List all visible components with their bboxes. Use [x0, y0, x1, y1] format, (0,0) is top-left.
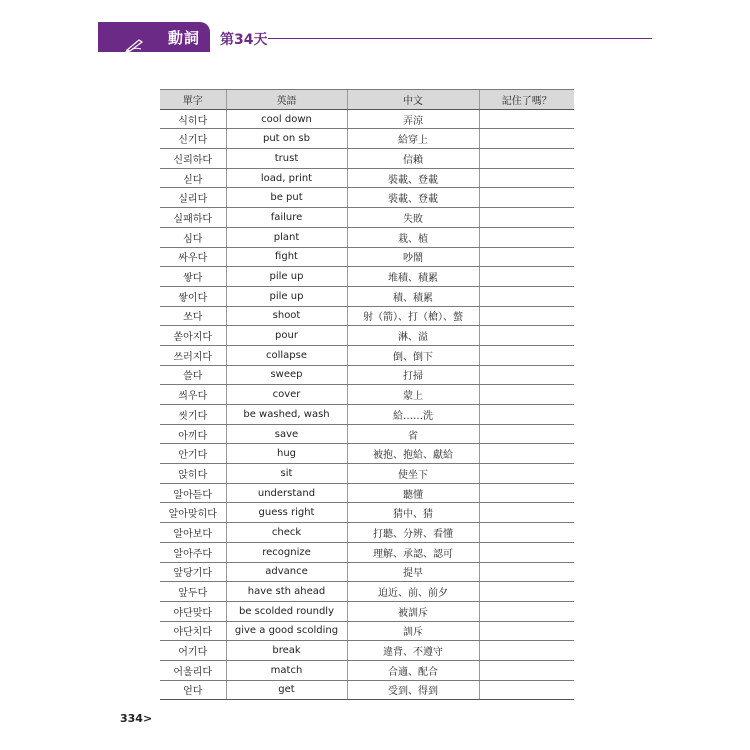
- english-cell: shoot: [226, 306, 347, 326]
- english-cell: get: [226, 680, 347, 700]
- chinese-cell: 給……洗: [347, 405, 479, 425]
- english-cell: recognize: [226, 542, 347, 562]
- english-cell: guess right: [226, 503, 347, 523]
- table-row: [160, 247, 574, 267]
- english-cell: sweep: [226, 365, 347, 385]
- memorized-check-cell[interactable]: [479, 562, 574, 582]
- korean-word-cell: 신기다: [160, 129, 226, 149]
- memorized-check-cell[interactable]: [479, 326, 574, 346]
- table-row: [160, 523, 574, 543]
- chinese-cell: 理解、承認、認可: [347, 542, 479, 562]
- chinese-cell: 使坐下: [347, 464, 479, 484]
- chinese-cell: 聽懂: [347, 483, 479, 503]
- chinese-cell: 猜中、猜: [347, 503, 479, 523]
- memorized-check-cell[interactable]: [479, 680, 574, 700]
- memorized-check-cell[interactable]: [479, 208, 574, 228]
- chinese-cell: 失敗: [347, 208, 479, 228]
- memorized-check-cell[interactable]: [479, 267, 574, 287]
- english-cell: trust: [226, 149, 347, 169]
- memorized-check-cell[interactable]: [479, 582, 574, 602]
- korean-word-cell: 쌓이다: [160, 286, 226, 306]
- chinese-cell: 栽、植: [347, 227, 479, 247]
- korean-word-cell: 씌우다: [160, 385, 226, 405]
- chinese-cell: 提早: [347, 562, 479, 582]
- memorized-check-cell[interactable]: [479, 109, 574, 129]
- table-row: [160, 601, 574, 621]
- page-arrow-icon: >: [142, 712, 153, 725]
- column-header-english: 英語: [226, 90, 347, 110]
- korean-word-cell: 알아주다: [160, 542, 226, 562]
- memorized-check-cell[interactable]: [479, 286, 574, 306]
- column-header-check: 記住了嗎？: [479, 90, 574, 110]
- table-row: [160, 345, 574, 365]
- korean-word-cell: 쏘다: [160, 306, 226, 326]
- chinese-cell: 吵鬧: [347, 247, 479, 267]
- chinese-cell: 給穿上: [347, 129, 479, 149]
- table-row: [160, 208, 574, 228]
- english-cell: check: [226, 523, 347, 543]
- table-row: [160, 109, 574, 129]
- english-cell: give a good scolding: [226, 621, 347, 641]
- memorized-check-cell[interactable]: [479, 621, 574, 641]
- table-row: [160, 168, 574, 188]
- memorized-check-cell[interactable]: [479, 247, 574, 267]
- korean-word-cell: 안기다: [160, 444, 226, 464]
- english-cell: break: [226, 641, 347, 661]
- english-cell: plant: [226, 227, 347, 247]
- memorized-check-cell[interactable]: [479, 523, 574, 543]
- chinese-cell: 迫近、前、前夕: [347, 582, 479, 602]
- korean-word-cell: 알아보다: [160, 523, 226, 543]
- table-row: [160, 129, 574, 149]
- korean-word-cell: 신뢰하다: [160, 149, 226, 169]
- table-row: [160, 227, 574, 247]
- english-cell: save: [226, 424, 347, 444]
- chinese-cell: 射（箭）、打（槍）、螫: [347, 306, 479, 326]
- chinese-cell: 訓斥: [347, 621, 479, 641]
- korean-word-cell: 식히다: [160, 109, 226, 129]
- korean-word-cell: 어울리다: [160, 660, 226, 680]
- memorized-check-cell[interactable]: [479, 306, 574, 326]
- table-row: [160, 562, 574, 582]
- memorized-check-cell[interactable]: [479, 424, 574, 444]
- english-cell: sit: [226, 464, 347, 484]
- english-cell: be scolded roundly: [226, 601, 347, 621]
- table-row: [160, 385, 574, 405]
- table-row: [160, 582, 574, 602]
- chinese-cell: 弄涼: [347, 109, 479, 129]
- chinese-cell: 省: [347, 424, 479, 444]
- english-cell: hug: [226, 444, 347, 464]
- memorized-check-cell[interactable]: [479, 641, 574, 661]
- chinese-cell: 違背、不遵守: [347, 641, 479, 661]
- pen-icon: [125, 38, 145, 52]
- page-number: [120, 712, 152, 725]
- english-cell: fight: [226, 247, 347, 267]
- day-title: 第34天: [220, 32, 268, 48]
- table-row: [160, 660, 574, 680]
- english-cell: cover: [226, 385, 347, 405]
- korean-word-cell: 쓸다: [160, 365, 226, 385]
- korean-word-cell: 어기다: [160, 641, 226, 661]
- table-row: [160, 267, 574, 287]
- english-cell: failure: [226, 208, 347, 228]
- korean-word-cell: 야단치다: [160, 621, 226, 641]
- table-row: [160, 641, 574, 661]
- korean-word-cell: 알아맞히다: [160, 503, 226, 523]
- memorized-check-cell[interactable]: [479, 601, 574, 621]
- table-row: [160, 188, 574, 208]
- chinese-cell: 打聽、分辨、看懂: [347, 523, 479, 543]
- memorized-check-cell[interactable]: [479, 464, 574, 484]
- chinese-cell: 被訓斥: [347, 601, 479, 621]
- memorized-check-cell[interactable]: [479, 660, 574, 680]
- memorized-check-cell[interactable]: [479, 483, 574, 503]
- korean-word-cell: 야단맞다: [160, 601, 226, 621]
- vocab-table-body: [160, 109, 574, 700]
- chinese-cell: 打掃: [347, 365, 479, 385]
- chinese-cell: 受到、得到: [347, 680, 479, 700]
- section-title: 動詞: [168, 29, 201, 47]
- korean-word-cell: 쓰러지다: [160, 345, 226, 365]
- vocab-table: [160, 89, 574, 700]
- chinese-cell: 淋、溢: [347, 326, 479, 346]
- chinese-cell: 信賴: [347, 149, 479, 169]
- chinese-cell: 合適、配合: [347, 660, 479, 680]
- english-cell: be washed, wash: [226, 405, 347, 425]
- memorized-check-cell[interactable]: [479, 365, 574, 385]
- table-row: [160, 680, 574, 700]
- memorized-check-cell[interactable]: [479, 227, 574, 247]
- korean-word-cell: 앞두다: [160, 582, 226, 602]
- chinese-cell: 被抱、抱給、獻給: [347, 444, 479, 464]
- chinese-cell: 倒、倒下: [347, 345, 479, 365]
- korean-word-cell: 아끼다: [160, 424, 226, 444]
- table-row: [160, 503, 574, 523]
- korean-word-cell: 쌓다: [160, 267, 226, 287]
- english-cell: pile up: [226, 286, 347, 306]
- table-header-row: [160, 90, 574, 110]
- header-rule: [268, 38, 652, 39]
- memorized-check-cell[interactable]: [479, 405, 574, 425]
- english-cell: match: [226, 660, 347, 680]
- korean-word-cell: 앉히다: [160, 464, 226, 484]
- memorized-check-cell[interactable]: [479, 444, 574, 464]
- korean-word-cell: 쏟아지다: [160, 326, 226, 346]
- korean-word-cell: 앞당기다: [160, 562, 226, 582]
- table-row: [160, 444, 574, 464]
- chinese-cell: 裝載、登載: [347, 188, 479, 208]
- korean-word-cell: 씻기다: [160, 405, 226, 425]
- korean-word-cell: 얻다: [160, 680, 226, 700]
- memorized-check-cell[interactable]: [479, 188, 574, 208]
- english-cell: load, print: [226, 168, 347, 188]
- memorized-check-cell[interactable]: [479, 345, 574, 365]
- korean-word-cell: 알아듣다: [160, 483, 226, 503]
- chinese-cell: 積、積累: [347, 286, 479, 306]
- korean-word-cell: 심다: [160, 227, 226, 247]
- chinese-cell: 裝載、登載: [347, 168, 479, 188]
- table-row: [160, 424, 574, 444]
- memorized-check-cell[interactable]: [479, 385, 574, 405]
- korean-word-cell: 실리다: [160, 188, 226, 208]
- table-row: [160, 365, 574, 385]
- english-cell: be put: [226, 188, 347, 208]
- korean-word-cell: 싸우다: [160, 247, 226, 267]
- table-row: [160, 464, 574, 484]
- memorized-check-cell[interactable]: [479, 542, 574, 562]
- table-row: [160, 405, 574, 425]
- table-row: [160, 542, 574, 562]
- column-header-word: 單字: [160, 90, 226, 110]
- table-row: [160, 621, 574, 641]
- memorized-check-cell[interactable]: [479, 129, 574, 149]
- korean-word-cell: 싣다: [160, 168, 226, 188]
- table-row: [160, 306, 574, 326]
- table-row: [160, 326, 574, 346]
- page-number-text: 334: [120, 712, 143, 725]
- memorized-check-cell[interactable]: [479, 168, 574, 188]
- memorized-check-cell[interactable]: [479, 149, 574, 169]
- english-cell: cool down: [226, 109, 347, 129]
- english-cell: pour: [226, 326, 347, 346]
- korean-word-cell: 실패하다: [160, 208, 226, 228]
- english-cell: understand: [226, 483, 347, 503]
- table-row: [160, 483, 574, 503]
- table-row: [160, 149, 574, 169]
- chinese-cell: 堆積、積累: [347, 267, 479, 287]
- english-cell: pile up: [226, 267, 347, 287]
- column-header-chinese: 中文: [347, 90, 479, 110]
- english-cell: have sth ahead: [226, 582, 347, 602]
- table-row: [160, 286, 574, 306]
- chinese-cell: 蒙上: [347, 385, 479, 405]
- english-cell: collapse: [226, 345, 347, 365]
- english-cell: put on sb: [226, 129, 347, 149]
- english-cell: advance: [226, 562, 347, 582]
- memorized-check-cell[interactable]: [479, 503, 574, 523]
